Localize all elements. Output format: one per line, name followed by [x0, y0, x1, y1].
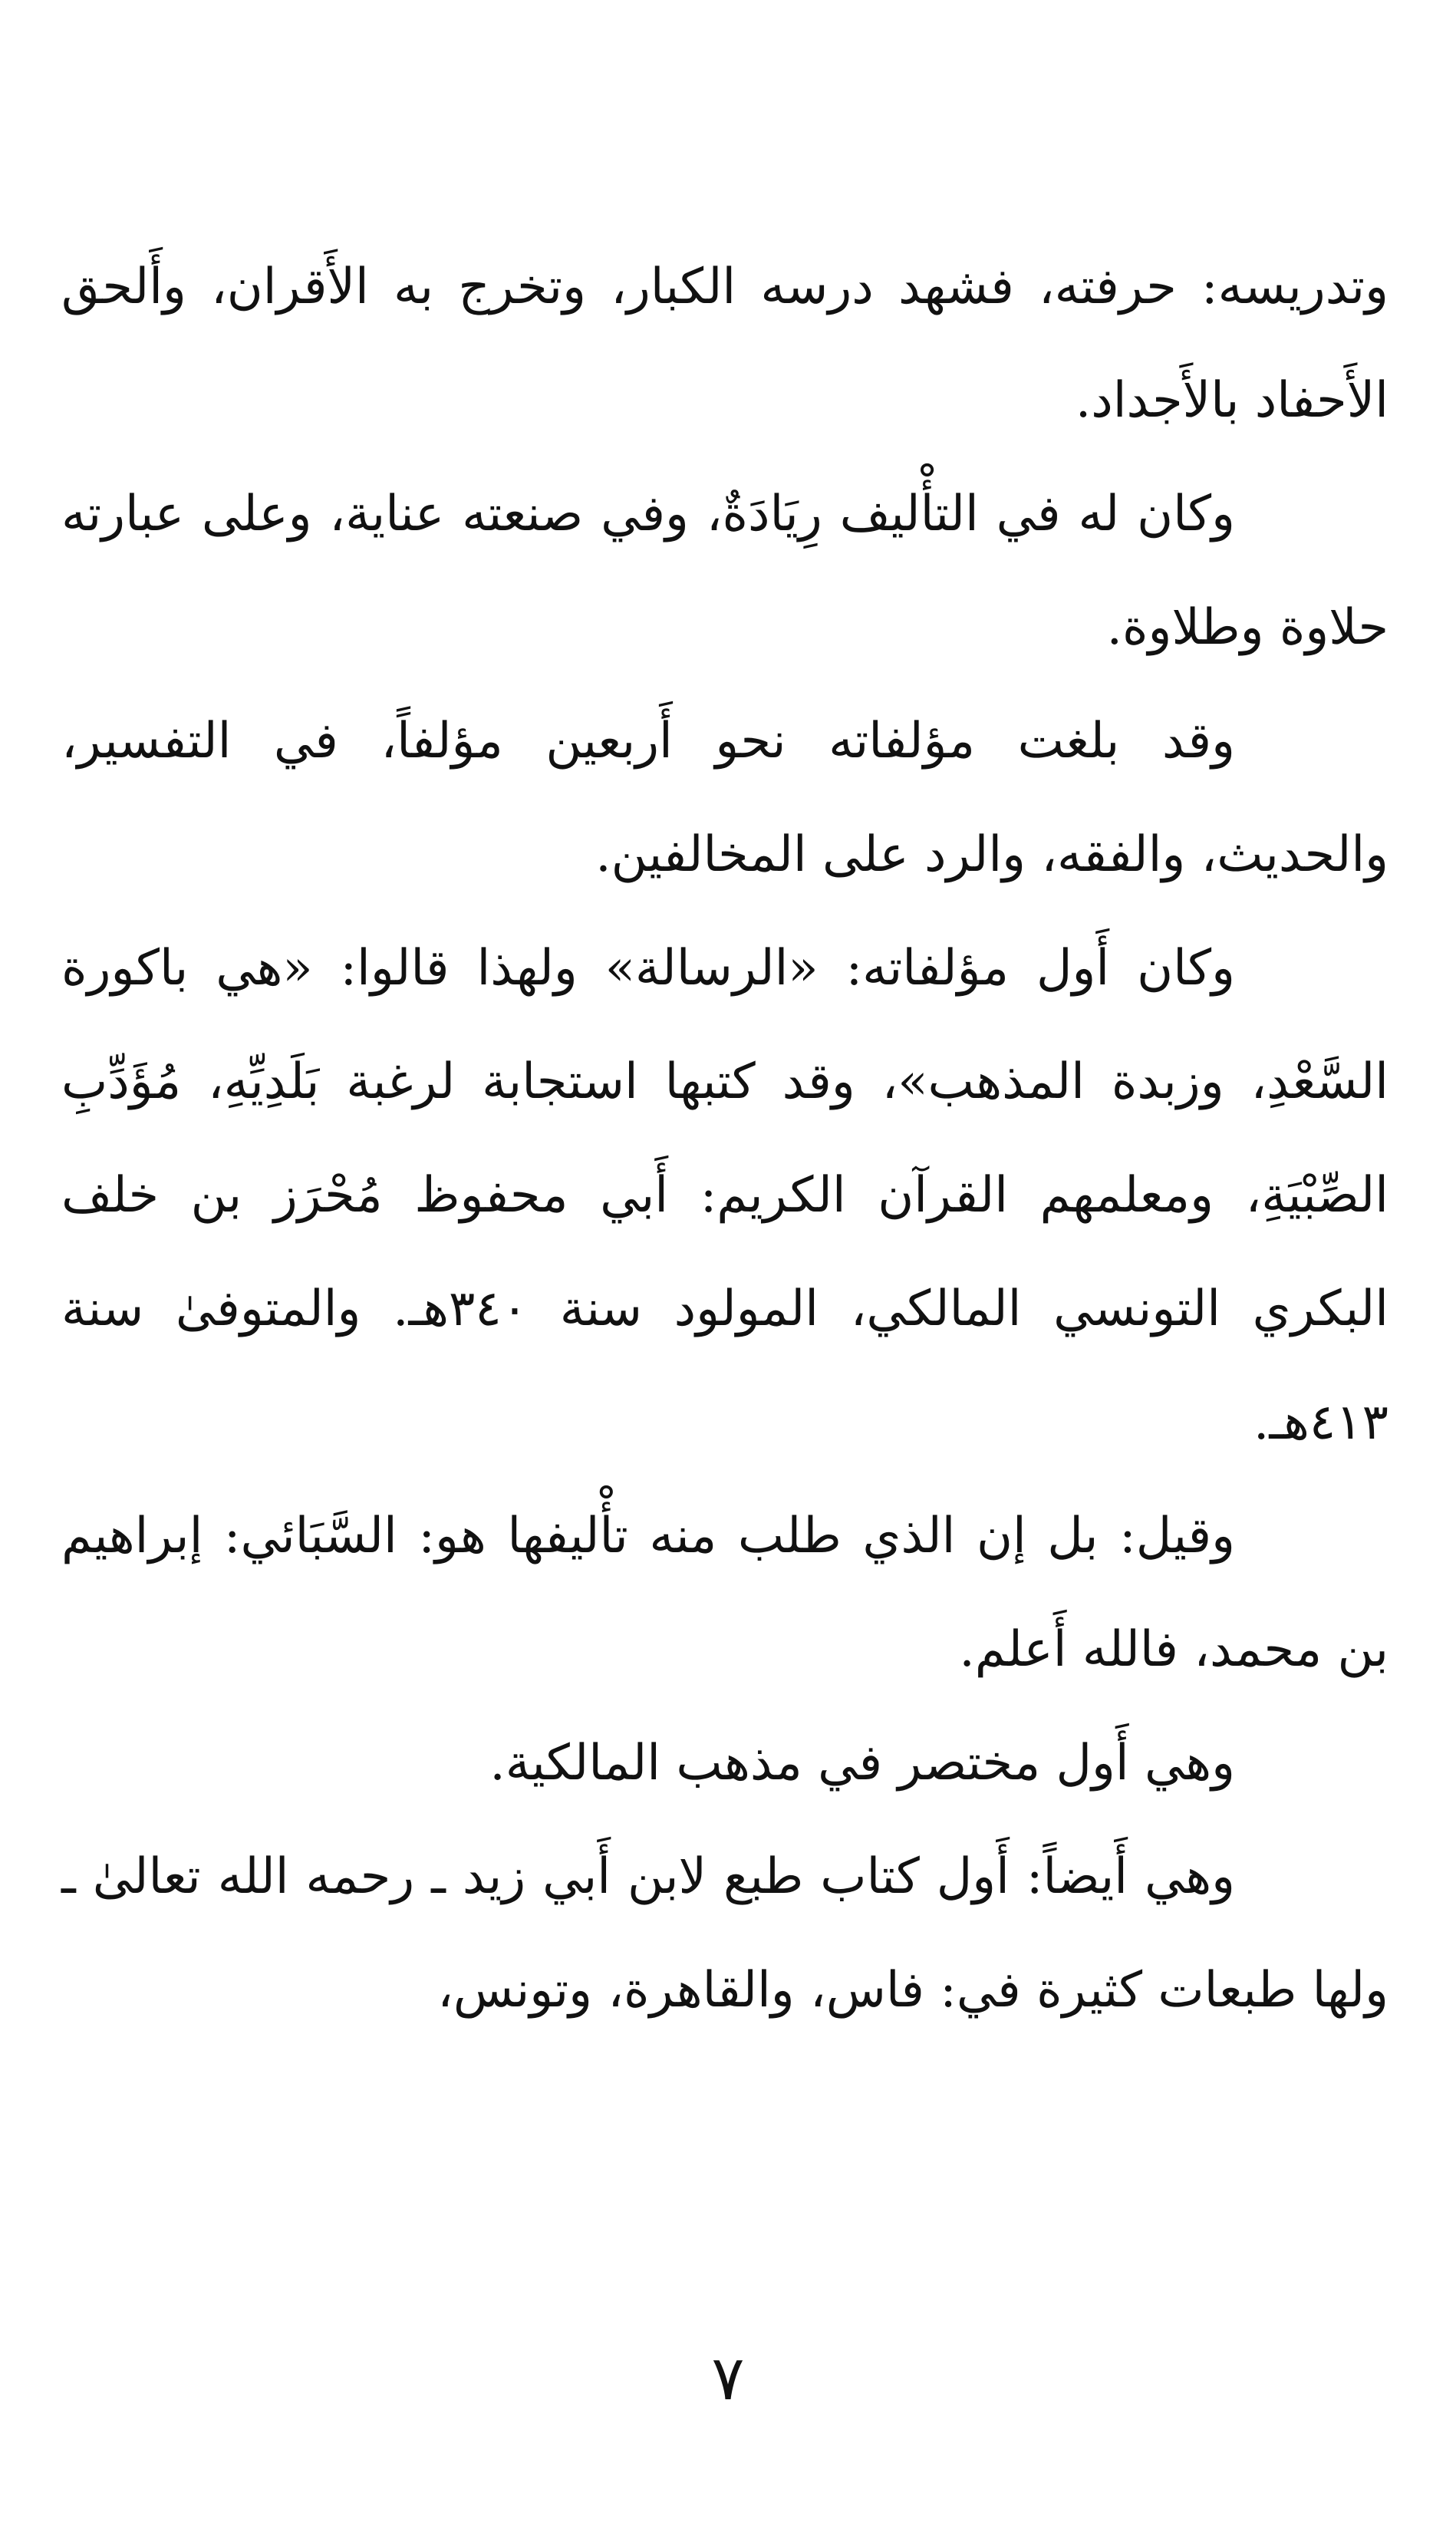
- paragraph-first-summary: وهي أَول مختصر في مذهب المالكية.: [489, 1735, 1235, 1792]
- page-body: [61, 230, 1388, 2047]
- paragraph-first-printed: وهي أَيضاً: أَول كتاب طبع لابن أَبي زيد ـ رحمه الله تعالىٰ ـ ولها طبعات كثيرة في: فاس، والقاهرة، وتونس،: [61, 1848, 1388, 2019]
- paragraph-teaching: وتدريسه: حرفته، فشهد درسه الكبار، وتخرج به الأَقران، وأَلحق الأَحفاد بالأَجداد.: [61, 259, 1388, 429]
- page-number: ٧: [711, 2342, 745, 2414]
- paragraph-alternate-request: وقيل: بل إن الذي طلب منه تأْليفها هو: السَّبَائي: إبراهيم بن محمد، فالله أَعلم.: [61, 1508, 1388, 1678]
- paragraph-works-count: وقد بلغت مؤلفاته نحو أَربعين مؤلفاً، في التفسير، والحديث، والفقه، والرد على المخالفين.: [61, 713, 1388, 883]
- paragraph-authorship: وكان له في التأْليف رِيَادَةٌ، وفي صنعته عناية، وعلى عبارته حلاوة وطلاوة.: [61, 486, 1388, 656]
- paragraph-first-work: وكان أَول مؤلفاته: «الرسالة» ولهذا قالوا: «هي باكورة السَّعْدِ، وزبدة المذهب»، وقد كتبها استجابة لرغبة بَلَدِيِّهِ، مُؤَدِّبِ الصِّبْيَةِ، ومعلمهم القرآن الكريم: أَبي محفوظ مُحْرَز بن خلف البكري التونسي المالكي، المولود سنة ٣٤٠هـ. والمتوفىٰ سنة ٤١٣هـ.: [61, 940, 1389, 1451]
